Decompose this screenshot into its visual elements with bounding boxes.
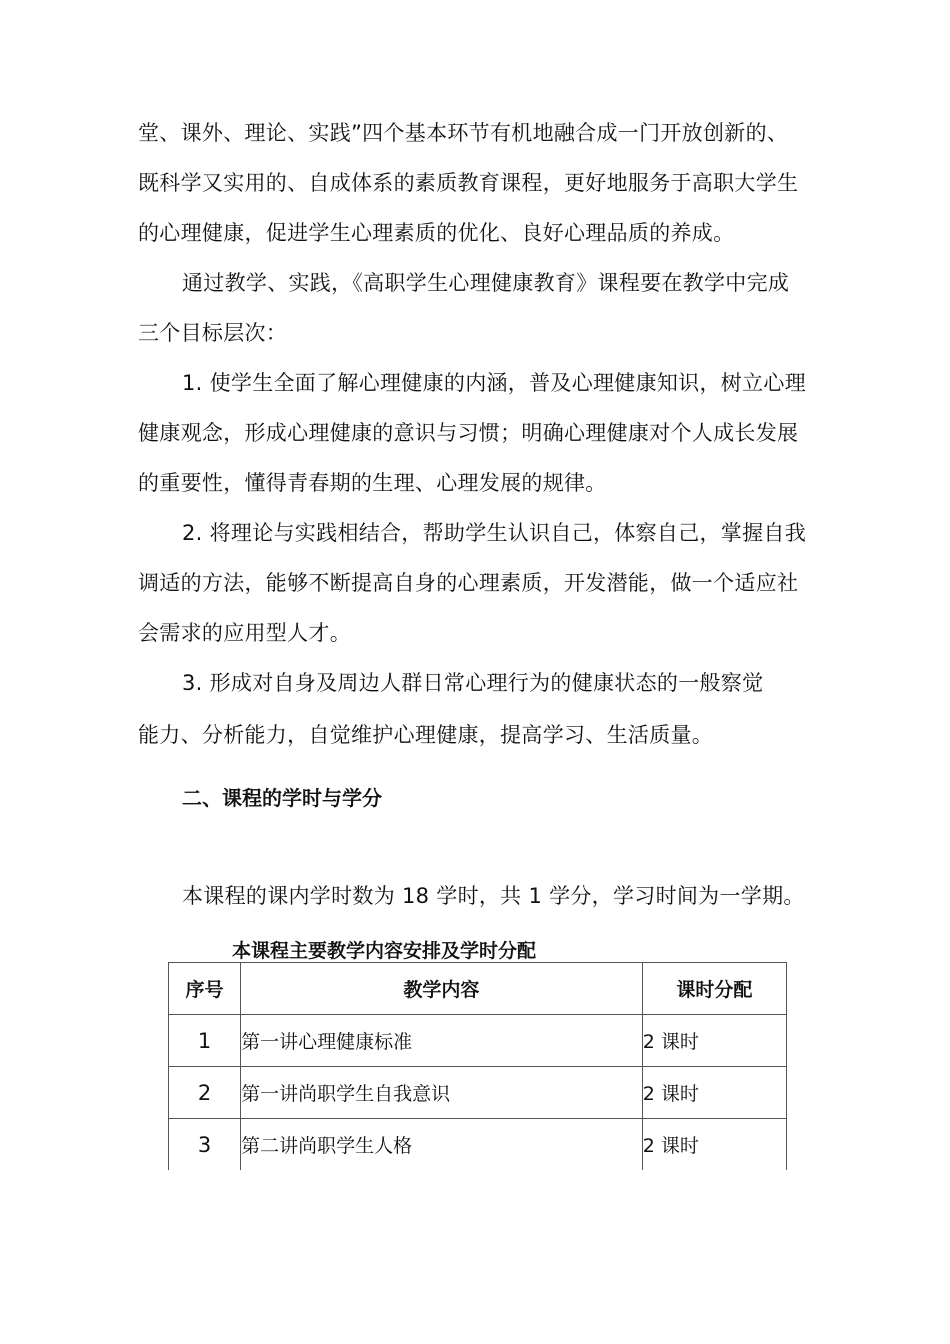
credit-sentence: 本课程的课内学时数为 18 学时，共 1 学分，学习时间为一学期。: [182, 884, 805, 908]
row-number: 1: [169, 1015, 241, 1067]
table-row: [169, 1119, 787, 1171]
row-number: 2: [169, 1067, 241, 1119]
section-heading: 二、课程的学时与学分: [182, 786, 382, 810]
paragraph-line: 的心理健康，促进学生心理素质的优化、良好心理品质的养成。: [138, 221, 735, 245]
list-item-3-line: 3. 形成对自身及周边人群日常心理行为的健康状态的一般察觉: [182, 671, 764, 695]
paragraph-line: 三个目标层次：: [138, 321, 288, 345]
list-item-2-line: 会需求的应用型人才。: [138, 621, 351, 645]
table-row: [169, 1067, 787, 1119]
list-item-2-line: 调适的方法，能够不断提高自身的心理素质，开发潜能，做一个适应社: [138, 571, 799, 595]
paragraph-line: 通过教学、实践，《高职学生心理健康教育》课程要在教学中完成: [182, 271, 790, 295]
row-content: 第一讲心理健康标准: [241, 1015, 643, 1067]
row-hours: 2 课时: [642, 1067, 786, 1119]
schedule-table: [168, 962, 787, 1170]
table-row: [169, 1015, 787, 1067]
row-content: 第一讲尚职学生自我意识: [241, 1067, 643, 1119]
paragraph-line: 堂、课外、理论、实践”四个基本环节有机地融合成一门开放创新的、: [138, 121, 789, 145]
row-number: 3: [169, 1119, 241, 1171]
paragraph-line: 既科学又实用的、自成体系的素质教育课程，更好地服务于高职大学生: [138, 171, 799, 195]
list-item-2-line: 2. 将理论与实践相结合，帮助学生认识自己，体察自己，掌握自我: [182, 521, 807, 545]
list-item-1-line: 的重要性，懂得青春期的生理、心理发展的规律。: [138, 471, 607, 495]
row-hours: 2 课时: [642, 1015, 786, 1067]
table-caption: 本课程主要教学内容安排及学时分配: [232, 940, 537, 962]
header-content: 教学内容: [241, 963, 643, 1015]
header-number: 序号: [169, 963, 241, 1015]
table-header-row: [169, 963, 787, 1015]
row-hours: 2 课时: [642, 1119, 786, 1171]
header-hours: 课时分配: [642, 963, 786, 1015]
list-item-1-line: 健康观念，形成心理健康的意识与习惯；明确心理健康对个人成长发展: [138, 421, 799, 445]
row-content: 第二讲尚职学生人格: [241, 1119, 643, 1171]
list-item-1-line: 1. 使学生全面了解心理健康的内涵，普及心理健康知识，树立心理: [182, 371, 807, 395]
list-item-3-line: 能力、分析能力，自觉维护心理健康，提高学习、生活质量。: [138, 723, 714, 747]
